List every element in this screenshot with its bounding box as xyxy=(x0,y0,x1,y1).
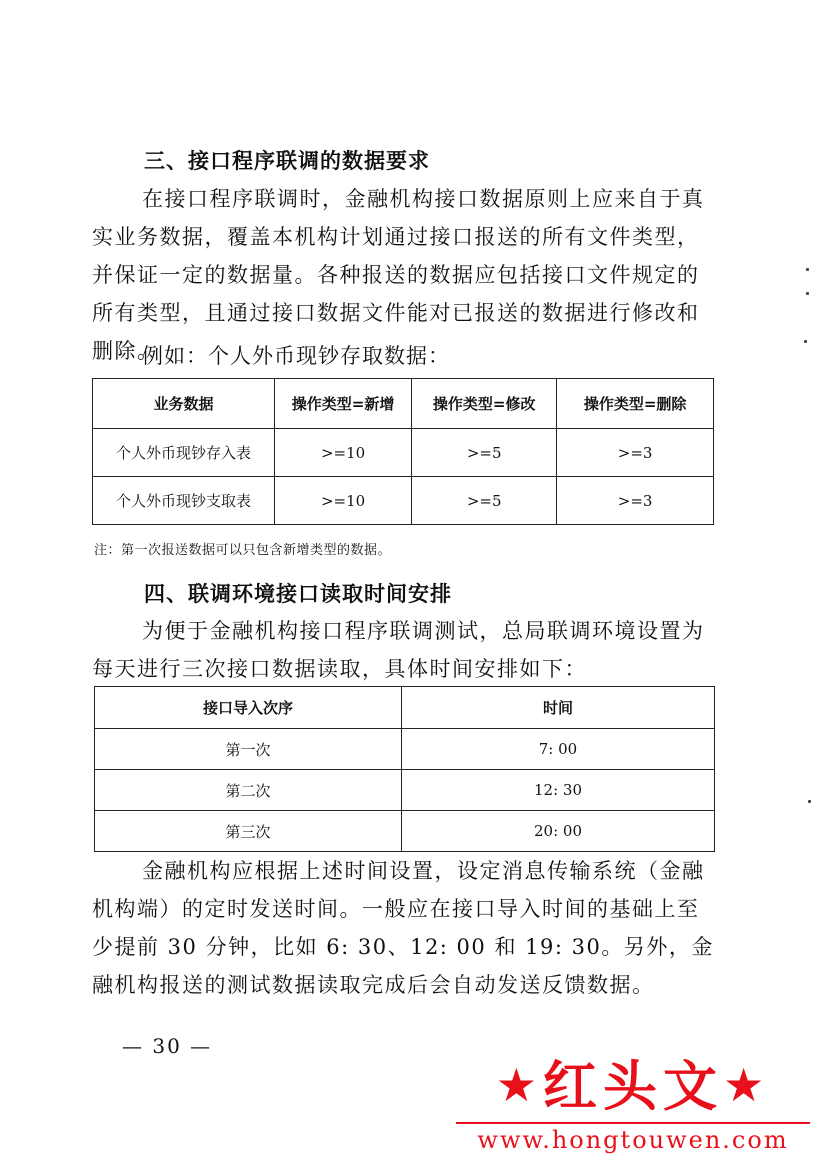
import-schedule-table xyxy=(94,686,715,852)
table-cell: >=3 xyxy=(557,429,714,477)
deposit-withdrawal-table xyxy=(92,378,714,525)
watermark-logo xyxy=(448,1050,818,1160)
table-header-row xyxy=(95,687,715,729)
table-cell: 第二次 xyxy=(95,770,402,811)
table-cell: 个人外币现钞存入表 xyxy=(93,429,275,477)
table-header-cell: 操作类型=删除 xyxy=(557,379,714,429)
table-cell: 7: 00 xyxy=(402,729,715,770)
section-three-paragraph: 在接口程序联调时，金融机构接口数据原则上应来自于真实业务数据，覆盖本机构计划通过接口报送的所有文件类型，并保证一定的数据量。各种报送的数据应包括接口文件规定的所有类型，且通过接口数据文件能对已报送的数据进行修改和删除。 xyxy=(92,187,705,363)
table-cell: 20: 00 xyxy=(402,811,715,852)
scan-speck xyxy=(806,268,809,271)
closing-paragraph: 金融机构应根据上述时间设置，设定消息传输系统（金融机构端）的定时发送时间。一般应在接口导入时间的基础上至少提前 30 分钟，比如 6: 30、12: 00 和 19: 30。另外，金融机构报送的测试数据读取完成后会自动发送反馈数据。 xyxy=(92,859,714,997)
scan-speck xyxy=(808,800,811,803)
section-four-paragraph: 为便于金融机构接口程序联调测试，总局联调环境设置为每天进行三次接口数据读取，具体时间安排如下： xyxy=(92,619,705,681)
table-row xyxy=(95,811,715,852)
section-three-heading: 三、接口程序联调的数据要求 xyxy=(144,149,430,173)
table-row xyxy=(95,729,715,770)
table-cell: >=10 xyxy=(274,477,411,525)
table-header-cell: 操作类型=新增 xyxy=(274,379,411,429)
table-row xyxy=(93,429,714,477)
table-header-cell: 业务数据 xyxy=(93,379,275,429)
table-row xyxy=(93,477,714,525)
table-cell: >=10 xyxy=(274,429,411,477)
section-four-heading: 四、联调环境接口读取时间安排 xyxy=(144,582,452,606)
scan-speck xyxy=(806,292,809,295)
example-label: 例如：个人外币现钞存取数据： xyxy=(142,344,450,368)
table-header-cell: 操作类型=修改 xyxy=(412,379,557,429)
table-cell: >=3 xyxy=(557,477,714,525)
table-cell: 第一次 xyxy=(95,729,402,770)
table-row xyxy=(95,770,715,811)
watermark-title: 红头文 xyxy=(543,1055,723,1118)
star-icon: ★ xyxy=(495,1058,543,1112)
table-cell: >=5 xyxy=(412,429,557,477)
watermark-title-row xyxy=(448,1050,818,1122)
table-header-cell: 时间 xyxy=(402,687,715,729)
page-number: — 30 — xyxy=(122,1034,213,1058)
star-icon: ★ xyxy=(723,1058,771,1112)
table-note: 注：第一次报送数据可以只包含新增类型的数据。 xyxy=(94,543,392,558)
table-cell: >=5 xyxy=(412,477,557,525)
table-cell: 12: 30 xyxy=(402,770,715,811)
table-cell: 第三次 xyxy=(95,811,402,852)
watermark-url: www.hongtouwen.com xyxy=(456,1122,810,1154)
table-header-cell: 接口导入次序 xyxy=(95,687,402,729)
table-cell: 个人外币现钞支取表 xyxy=(93,477,275,525)
scan-speck xyxy=(804,340,807,343)
table-header-row xyxy=(93,379,714,429)
